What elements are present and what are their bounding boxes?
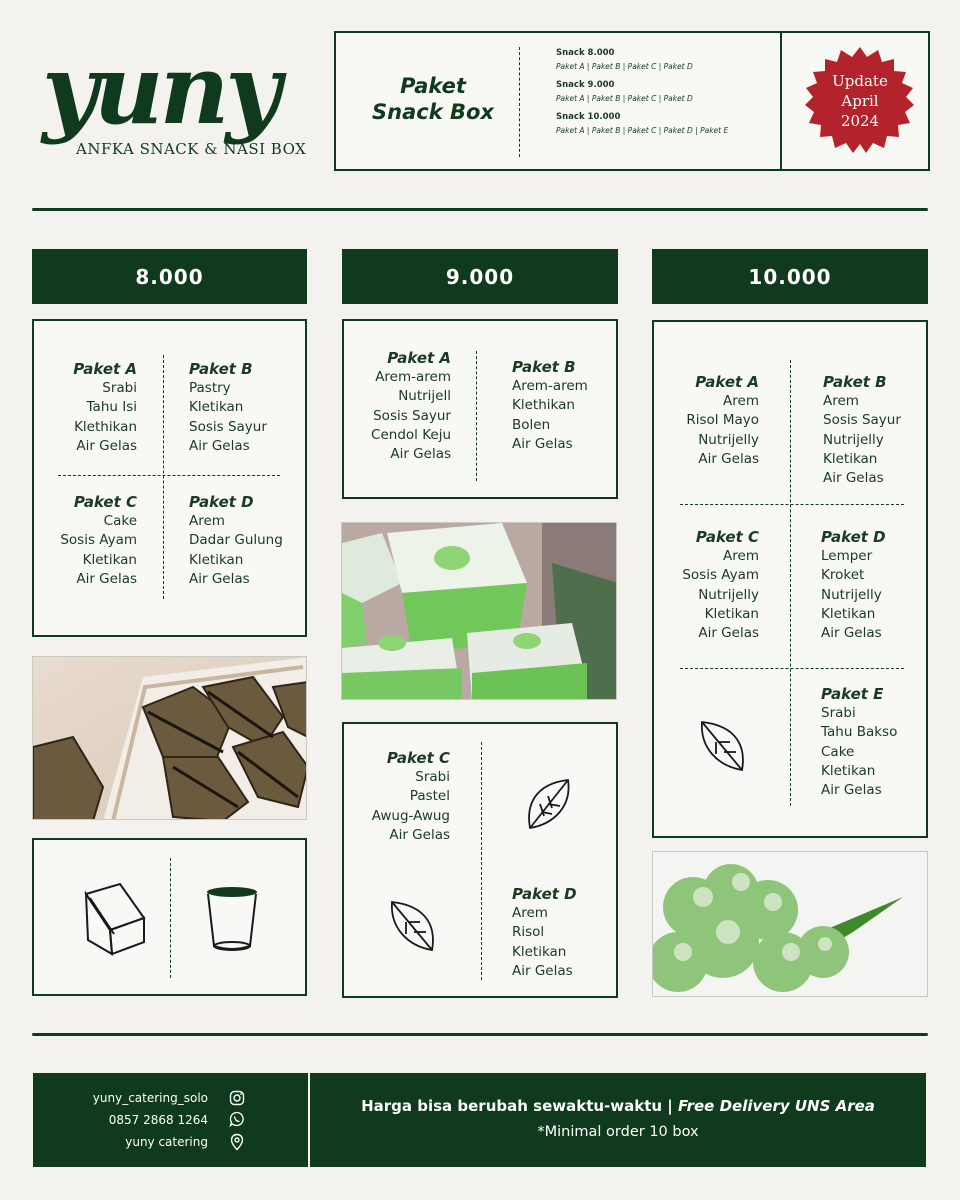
leaf-icon	[698, 718, 748, 774]
price-bar-10000: 10.000	[652, 249, 928, 304]
snack-paket-list: Paket A | Paket B | Paket C | Paket D	[556, 62, 693, 71]
paket-c: Paket C Arem Sosis Ayam Nutrijelly Kletikan Air Gelas	[682, 528, 759, 642]
paket-d: Paket D Lemper Kroket Nutrijelly Kletikan Air Gelas	[821, 528, 886, 642]
price-bar-8000: 8.000	[32, 249, 307, 304]
snack-box-icon	[80, 880, 150, 960]
paket-d: Paket D Arem Risol Kletikan Air Gelas	[512, 885, 577, 979]
bottom-divider	[32, 1033, 928, 1036]
paket-a: Paket A Arem Risol Mayo Nutrijelly Air Gelas	[686, 373, 759, 467]
divider	[58, 475, 280, 476]
paket-d: Paket D Arem Dadar Gulung Kletikan Air Gelas	[189, 493, 283, 587]
instagram-handle[interactable]: yuny_catering_solo	[92, 1091, 208, 1105]
menu-card-10000	[652, 320, 928, 838]
snack-price-label: Snack 10.000	[556, 112, 621, 122]
paket-b: Paket B Arem Sosis Sayur Nutrijelly Kletikan Air Gelas	[823, 373, 901, 487]
snack-price-label: Snack 8.000	[556, 48, 615, 58]
photo-klepon	[652, 851, 928, 997]
paket-e: Paket E Srabi Tahu Bakso Cake Kletikan Air Gelas	[821, 685, 898, 799]
packaging-icons-card	[32, 838, 307, 996]
divider	[790, 360, 791, 806]
location-pin-icon[interactable]	[229, 1133, 245, 1151]
instagram-icon[interactable]	[229, 1090, 245, 1106]
header-separator	[780, 33, 782, 169]
cup-icon	[202, 884, 262, 954]
header-panel	[334, 31, 930, 171]
whatsapp-icon[interactable]	[229, 1111, 245, 1127]
paket-b: Paket B Arem-arem Klethikan Bolen Air Gelas	[512, 358, 588, 452]
photo-green-cakes	[341, 522, 617, 700]
leaf-icon	[388, 898, 438, 954]
minimum-order: *Minimal order 10 box	[537, 1124, 699, 1140]
snack-price-label: Snack 9.000	[556, 80, 615, 90]
divider	[476, 351, 477, 481]
paket-a: Paket A Srabi Tahu Isi Klethikan Air Gelas	[73, 360, 137, 454]
paket-c: Paket C Srabi Pastel Awug-Awug Air Gelas	[371, 749, 450, 843]
divider	[481, 742, 482, 980]
header-snack-list	[556, 47, 776, 143]
location-name[interactable]: yuny catering	[125, 1135, 208, 1149]
brand-logo: yuny	[42, 33, 278, 146]
paket-b: Paket B Pastry Kletikan Sosis Sayur Air Gelas	[189, 360, 267, 454]
klepon-image	[653, 852, 928, 997]
paket-a: Paket A Arem-arem Nutrijell Sosis Sayur Cendol Keju Air Gelas	[371, 349, 451, 463]
photo-wrapped-snacks	[32, 656, 307, 820]
price-bar-9000: 9.000	[342, 249, 618, 304]
price-notice: Harga bisa berubah sewaktu-waktu | Free Delivery UNS Area	[361, 1097, 875, 1115]
header-title: Paket Snack Box	[372, 74, 494, 124]
phone-number[interactable]: 0857 2868 1264	[108, 1113, 208, 1127]
divider	[170, 858, 171, 978]
top-divider	[32, 208, 928, 211]
divider	[163, 355, 164, 599]
footer-notice	[310, 1073, 926, 1167]
wrapped-snacks-image	[33, 657, 307, 820]
divider	[680, 504, 904, 505]
menu-card-9000-bottom	[342, 722, 618, 998]
contact-list	[53, 1087, 208, 1153]
green-cakes-image	[342, 523, 617, 700]
brand-subtitle: ANFKA SNACK & NASI BOX	[76, 140, 307, 158]
divider	[680, 668, 904, 669]
header-divider	[519, 47, 520, 157]
update-badge-text: Update April 2024	[832, 72, 888, 130]
menu-card-8000	[32, 319, 307, 637]
snack-paket-list: Paket A | Paket B | Paket C | Paket D | Paket E	[556, 126, 729, 135]
menu-card-9000-top	[342, 319, 618, 499]
leaf-icon	[524, 776, 574, 832]
paket-c: Paket C Cake Sosis Ayam Kletikan Air Gelas	[60, 493, 137, 587]
snack-paket-list: Paket A | Paket B | Paket C | Paket D	[556, 94, 693, 103]
footer-contacts	[33, 1073, 308, 1167]
